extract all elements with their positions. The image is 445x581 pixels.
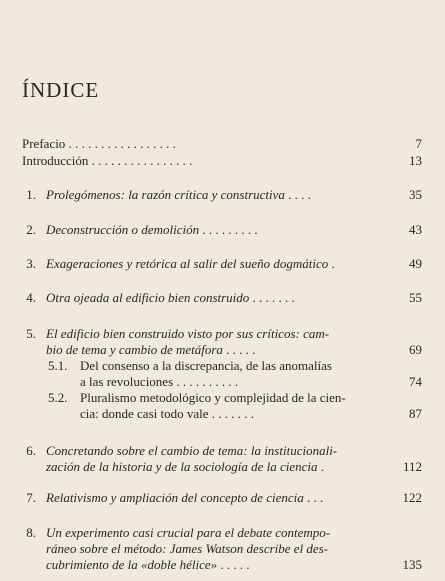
entry-label: Deconstrucción o demolición (46, 222, 200, 237)
entry-label-line-1: Pluralismo metodológico y complejidad de la cien- (80, 390, 346, 405)
entry-label: Introducción (22, 153, 89, 168)
leader-dots: . . . . . (226, 342, 256, 357)
entry-label: Relativismo y ampliación del concepto de ciencia (46, 490, 304, 505)
toc-entry-section-5-1-cont[interactable] (80, 374, 238, 390)
chapter-number: 7. (26, 490, 36, 505)
page-number: 112 (402, 459, 422, 474)
chapter-number: 6. (26, 443, 36, 458)
section-number: 5.1. (48, 358, 68, 373)
toc-entry-chapter-8-cont2[interactable] (46, 557, 250, 573)
toc-entry-chapter-8[interactable] (46, 525, 330, 541)
leader-dots: . . . . . (220, 557, 250, 572)
chapter-number: 4. (26, 290, 36, 305)
entry-label: Prefacio (22, 136, 66, 151)
entry-label-line-1: El edificio bien construido visto por sus críticos: cam- (46, 326, 330, 341)
leader-dots: . (331, 256, 335, 271)
leader-dots: . . . . . . . (252, 290, 295, 305)
toc-entry-chapter-4[interactable] (46, 290, 295, 306)
entry-label-line-2: zación de la historia y de la sociología de la ciencia (46, 459, 318, 474)
entry-label: Otra ojeada al edificio bien construido (46, 290, 250, 305)
toc-entry-chapter-3[interactable] (46, 256, 335, 272)
toc-entry-introduccion[interactable] (22, 153, 192, 169)
chapter-number: 2. (26, 222, 36, 237)
page-number: 55 (409, 290, 422, 305)
leader-dots: . (320, 459, 325, 474)
entry-label-line-2: a las revoluciones (80, 374, 174, 389)
chapter-number: 8. (26, 525, 36, 540)
entry-label-line-1: Concretando sobre el cambio de tema: la institucionali- (46, 443, 338, 458)
entry-label-line-3: cubrimiento de la «doble hélice» (46, 557, 218, 572)
toc-entry-section-5-2[interactable] (80, 390, 346, 406)
entry-label-line-2: ráneo sobre el método: James Watson describe el des- (46, 541, 329, 556)
toc-entry-chapter-7[interactable] (46, 490, 323, 506)
entry-label: Exageraciones y retórica al salir del sueño dogmático (46, 256, 329, 271)
chapter-number: 1. (26, 187, 36, 202)
page-number: 7 (415, 136, 422, 151)
page-number: 35 (409, 187, 422, 202)
chapter-number: 5. (26, 326, 36, 341)
toc-entry-chapter-5-cont[interactable] (46, 342, 255, 358)
toc-entry-chapter-6-cont[interactable] (46, 459, 324, 475)
leader-dots: . . . . . . . (211, 406, 255, 421)
page-number: 74 (409, 374, 422, 389)
toc-entry-chapter-6[interactable] (46, 443, 337, 459)
entry-label-line-1: Del consenso a la discrepancia, de las anomalías (80, 358, 332, 373)
leader-dots: . . . (307, 490, 324, 505)
toc-entry-chapter-2[interactable] (46, 222, 258, 238)
page-number: 135 (402, 557, 422, 572)
entry-label-line-2: bio de tema y cambio de metáfora (46, 342, 223, 357)
page-title: ÍNDICE (22, 78, 100, 102)
toc-entry-chapter-5[interactable] (46, 326, 329, 342)
toc-entry-chapter-8-cont[interactable] (46, 541, 328, 557)
leader-dots: . . . . . . . . . (202, 222, 258, 237)
toc-entry-chapter-1[interactable] (46, 187, 311, 203)
leader-dots: . . . . . . . . . . . . . . . . (91, 153, 193, 168)
toc-entry-section-5-1[interactable] (80, 358, 332, 374)
leader-dots: . . . . (288, 187, 311, 202)
section-number: 5.2. (48, 390, 68, 405)
leader-dots: . . . . . . . . . . (176, 374, 239, 389)
leader-dots: . . . . . . . . . . . . . . . . . (68, 136, 176, 151)
toc-entry-section-5-2-cont[interactable] (80, 406, 254, 422)
entry-label-line-2: cia: donde casi todo vale (80, 406, 209, 421)
page-number: 43 (409, 222, 422, 237)
page-number: 69 (409, 342, 422, 357)
chapter-number: 3. (26, 256, 36, 271)
page-number: 122 (402, 490, 422, 505)
page-number: 13 (409, 153, 422, 168)
page-number: 49 (409, 256, 422, 271)
toc-entry-prefacio[interactable] (22, 136, 176, 152)
entry-label-line-1: Un experimento casi crucial para el debate contempo- (46, 525, 331, 540)
entry-label: Prolegómenos: la razón crítica y constructiva (46, 187, 285, 202)
page-number: 87 (409, 406, 422, 421)
